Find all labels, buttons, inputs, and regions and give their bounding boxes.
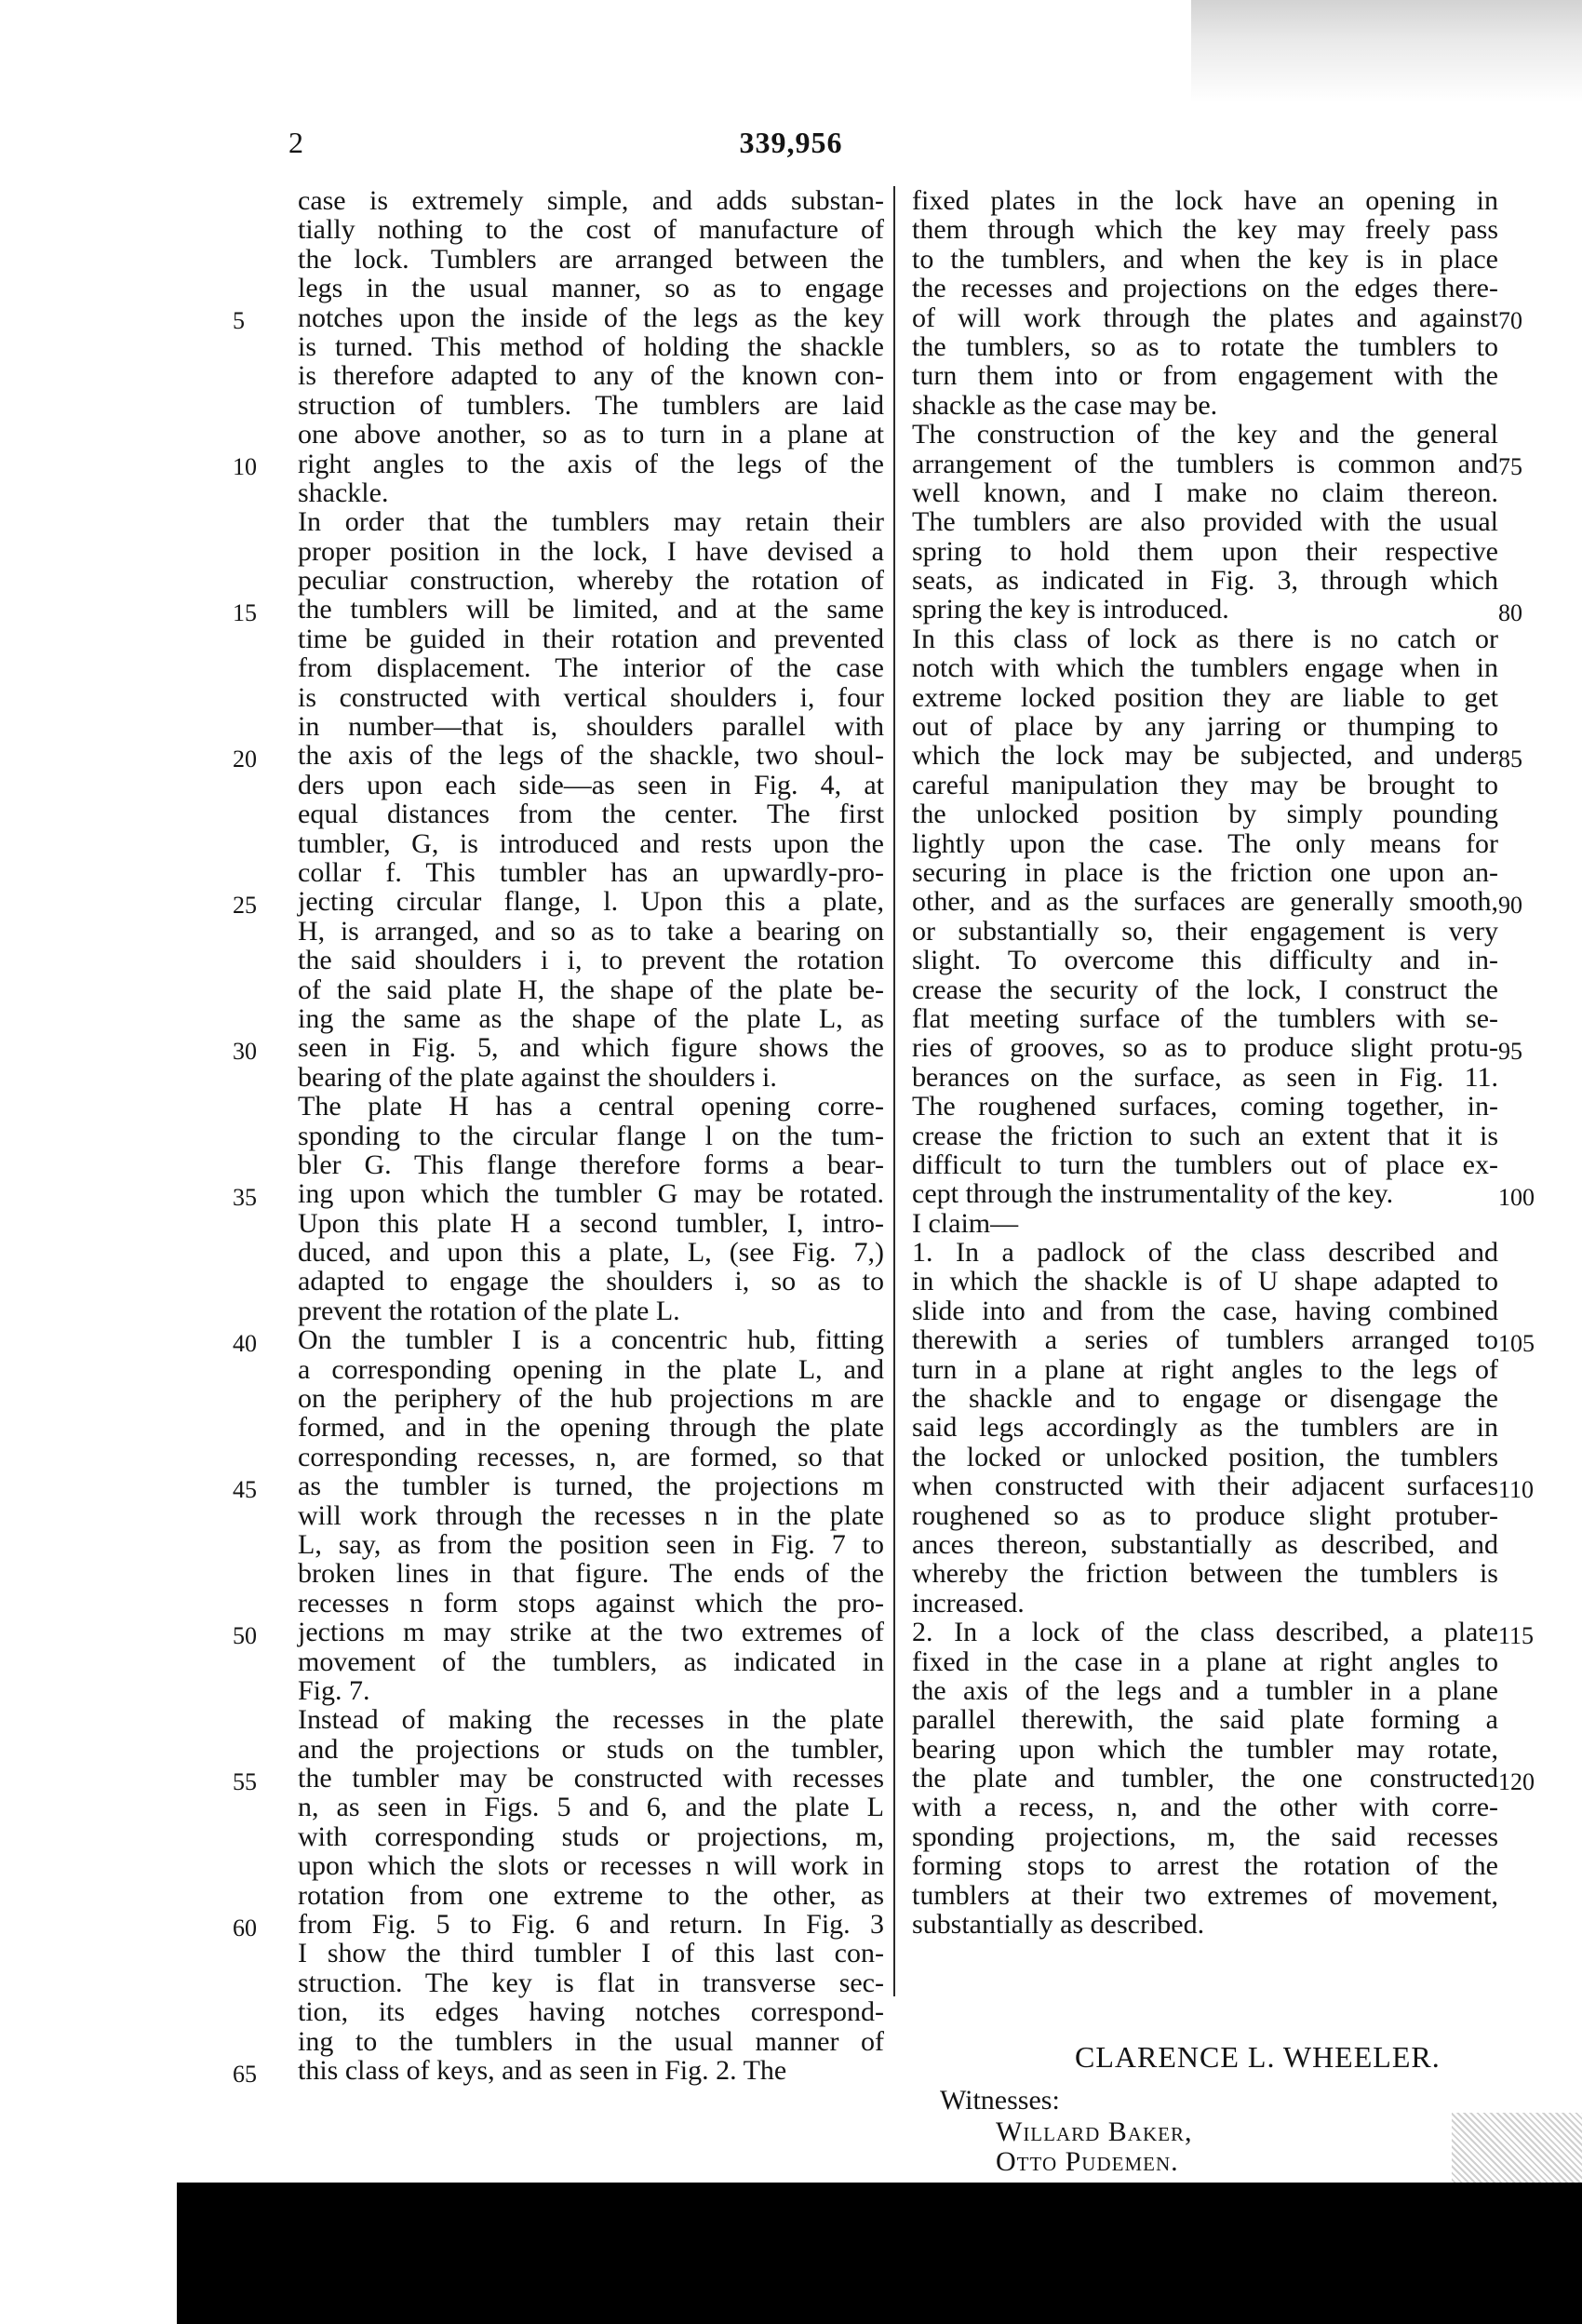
witness-name: Willard Baker, bbox=[996, 2116, 1193, 2147]
text-line: The plate H has a central opening corre- bbox=[298, 1091, 884, 1122]
text-line: from displacement. The interior of the case bbox=[298, 652, 884, 684]
text-line: right angles to the axis of the legs of the bbox=[298, 448, 884, 479]
text-line: shackle. bbox=[298, 477, 389, 508]
text-line: roughened so as to produce slight protuber- bbox=[912, 1499, 1498, 1531]
text-line: jecting circular flange, l. Upon this a plate, bbox=[298, 886, 884, 918]
text-line: seats, as indicated in Fig. 3, through which bbox=[912, 565, 1498, 597]
text-line: them through which the key may freely pass bbox=[912, 214, 1498, 246]
line-number: 85 bbox=[1498, 745, 1522, 772]
text-line: peculiar construction, whereby the rotation of bbox=[298, 565, 884, 597]
text-line: bearing of the plate against the shoulders i. bbox=[298, 1061, 777, 1093]
text-line: other, and as the surfaces are generally smooth, bbox=[912, 886, 1498, 918]
text-line: collar f. This tumbler has an upwardly-pro- bbox=[298, 856, 884, 888]
text-line: is turned. This method of holding the shackle bbox=[298, 330, 884, 362]
text-line: on the periphery of the hub projections m are bbox=[298, 1383, 884, 1415]
text-line: adapted to engage the shoulders i, so as to bbox=[298, 1266, 884, 1297]
text-line: struction of tumblers. The tumblers are laid bbox=[298, 389, 884, 421]
text-line: tially nothing to the cost of manufacture of bbox=[298, 214, 884, 246]
line-number: 75 bbox=[1498, 452, 1522, 480]
text-line: tumblers at their two extremes of movement, bbox=[912, 1879, 1498, 1911]
text-line: whereby the friction between the tumblers is bbox=[912, 1558, 1498, 1590]
text-line: increased. bbox=[912, 1587, 1025, 1619]
text-line: In order that the tumblers may retain their bbox=[298, 506, 884, 538]
text-line: the unlocked position by simply pounding bbox=[912, 799, 1498, 830]
text-line: 2. In a lock of the class described, a plate bbox=[912, 1617, 1498, 1648]
text-line: as the tumbler is turned, the projections m bbox=[298, 1471, 884, 1502]
text-line: equal distances from the center. The first bbox=[298, 799, 884, 830]
text-line: lightly upon the case. The only means for bbox=[912, 827, 1498, 859]
text-line: The construction of the key and the general bbox=[912, 419, 1498, 450]
text-line: securing in place is the friction one upon an- bbox=[912, 856, 1498, 888]
text-line: Fig. 7. bbox=[298, 1674, 370, 1706]
line-number: 95 bbox=[1498, 1037, 1522, 1065]
text-line: substantially as described. bbox=[912, 1909, 1205, 1941]
line-number: 30 bbox=[233, 1037, 257, 1065]
text-line: time be guided in their rotation and prevented bbox=[298, 623, 884, 654]
text-line: with a recess, n, and the other with corre- bbox=[912, 1792, 1498, 1823]
line-number: 50 bbox=[233, 1621, 257, 1649]
text-line: turn them into or from engagement with the bbox=[912, 360, 1498, 392]
text-line: the shackle and to engage or disengage the bbox=[912, 1383, 1498, 1415]
text-line: therewith a series of tumblers arranged to bbox=[912, 1324, 1498, 1356]
line-number: 90 bbox=[1498, 891, 1522, 919]
text-line: to the tumblers, and when the key is in place bbox=[912, 243, 1498, 275]
text-line: slight. To overcome this difficulty and in- bbox=[912, 945, 1498, 976]
text-line: berances on the surface, as seen in Fig. 11. bbox=[912, 1061, 1498, 1093]
text-line: bearing upon which the tumbler may rotate, bbox=[912, 1733, 1498, 1765]
text-line: the recesses and projections on the edges there- bbox=[912, 273, 1498, 304]
text-line: cept through the instrumentality of the key. bbox=[912, 1178, 1394, 1210]
text-line: well known, and I make no claim thereon. bbox=[912, 477, 1498, 508]
text-line: the axis of the legs of the shackle, two shoul- bbox=[298, 740, 884, 772]
text-line: ances thereon, substantially as described, and bbox=[912, 1528, 1498, 1560]
text-line: ing the same as the shape of the plate L, as bbox=[298, 1002, 884, 1034]
text-line: which the lock may be subjected, and under bbox=[912, 740, 1498, 772]
text-line: the lock. Tumblers are arranged between the bbox=[298, 243, 884, 275]
text-line: crease the security of the lock, I construct the bbox=[912, 974, 1498, 1005]
text-line: in number—that is, shoulders parallel with bbox=[298, 711, 884, 743]
text-line: tumbler, G, is introduced and rests upon the bbox=[298, 827, 884, 859]
text-line: this class of keys, and as seen in Fig. 2. The bbox=[298, 2055, 787, 2086]
text-line: spring the key is introduced. bbox=[912, 594, 1229, 625]
text-line: the tumblers will be limited, and at the same bbox=[298, 594, 884, 625]
text-line: parallel therewith, the said plate forming a bbox=[912, 1704, 1498, 1736]
text-line: struction. The key is flat in transverse sec- bbox=[298, 1967, 884, 1998]
text-line: sponding to the circular flange l on the tum- bbox=[298, 1120, 884, 1151]
text-line: In this class of lock as there is no catch or bbox=[912, 623, 1498, 654]
line-number: 80 bbox=[1498, 598, 1522, 626]
scan-noise bbox=[1452, 2113, 1582, 2187]
scan-black-border bbox=[177, 2183, 1582, 2324]
text-line: and the projections or studs on the tumbler, bbox=[298, 1733, 884, 1765]
text-line: notches upon the inside of the legs as the key bbox=[298, 302, 884, 333]
text-line: duced, and upon this a plate, L, (see Fig. 7,) bbox=[298, 1237, 884, 1269]
inventor-signature: CLARENCE L. WHEELER. bbox=[1075, 2040, 1441, 2074]
text-line: The roughened surfaces, coming together, in- bbox=[912, 1091, 1498, 1122]
text-line: legs in the usual manner, so as to engage bbox=[298, 273, 884, 304]
line-number: 10 bbox=[233, 452, 257, 480]
witnesses-label: Witnesses: bbox=[940, 2085, 1060, 2116]
line-number: 20 bbox=[233, 745, 257, 772]
text-line: in which the shackle is of U shape adapted to bbox=[912, 1266, 1498, 1297]
text-line: difficult to turn the tumblers out of place ex- bbox=[912, 1149, 1498, 1180]
column-divider bbox=[893, 186, 895, 1996]
text-line: with corresponding studs or projections, m, bbox=[298, 1820, 884, 1852]
text-line: L, say, as from the position seen in Fig. 7 to bbox=[298, 1528, 884, 1560]
text-line: seen in Fig. 5, and which figure shows the bbox=[298, 1032, 884, 1064]
text-line: prevent the rotation of the plate L. bbox=[298, 1295, 680, 1326]
text-line: the tumbler may be constructed with recesses bbox=[298, 1763, 884, 1794]
text-line: arrangement of the tumblers is common and bbox=[912, 448, 1498, 479]
text-line: a corresponding opening in the plate L, and bbox=[298, 1353, 884, 1385]
text-line: from Fig. 5 to Fig. 6 and return. In Fig. 3 bbox=[298, 1909, 884, 1941]
text-line: is constructed with vertical shoulders i, four bbox=[298, 681, 884, 713]
line-number: 25 bbox=[233, 891, 257, 919]
text-line: Upon this plate H a second tumbler, I, intro- bbox=[298, 1207, 884, 1239]
text-line: broken lines in that figure. The ends of the bbox=[298, 1558, 884, 1590]
line-number: 60 bbox=[233, 1914, 257, 1941]
text-line: said legs accordingly as the tumblers are in bbox=[912, 1412, 1498, 1444]
text-line: out of place by any jarring or thumping to bbox=[912, 711, 1498, 743]
text-line: sponding projections, m, the said recesses bbox=[912, 1820, 1498, 1852]
text-line: when constructed with their adjacent surfaces bbox=[912, 1471, 1498, 1502]
text-line: fixed plates in the lock have an opening in bbox=[912, 185, 1498, 216]
text-line: H, is arranged, and so as to take a bearing on bbox=[298, 915, 884, 947]
text-line: the plate and tumbler, the one constructed bbox=[912, 1763, 1498, 1794]
text-line: careful manipulation they may be brought to bbox=[912, 769, 1498, 800]
text-line: ing upon which the tumbler G may be rotated. bbox=[298, 1178, 884, 1210]
text-line: extreme locked position they are liable to get bbox=[912, 681, 1498, 713]
line-number: 65 bbox=[233, 2060, 257, 2088]
line-number: 100 bbox=[1498, 1183, 1535, 1211]
text-line: of the said plate H, the shape of the plate be- bbox=[298, 974, 884, 1005]
text-line: bler G. This flange therefore forms a bear- bbox=[298, 1149, 884, 1180]
text-line: notch with which the tumblers engage when in bbox=[912, 652, 1498, 684]
line-number: 105 bbox=[1498, 1329, 1535, 1357]
text-line: the tumblers, so as to rotate the tumblers to bbox=[912, 330, 1498, 362]
witness-name: Otto Pudemen. bbox=[996, 2146, 1179, 2177]
text-line: Instead of making the recesses in the plate bbox=[298, 1704, 884, 1736]
line-number: 110 bbox=[1498, 1475, 1535, 1503]
text-line: fixed in the case in a plane at right angles to bbox=[912, 1646, 1498, 1677]
text-line: turn in a plane at right angles to the legs of bbox=[912, 1353, 1498, 1385]
line-number: 120 bbox=[1498, 1767, 1535, 1795]
text-line: ing to the tumblers in the usual manner of bbox=[298, 2025, 884, 2057]
scan-smudge bbox=[1191, 0, 1582, 102]
text-line: the axis of the legs and a tumbler in a plane bbox=[912, 1674, 1498, 1706]
text-line: jections m may strike at the two extremes of bbox=[298, 1617, 884, 1648]
text-line: rotation from one extreme to the other, as bbox=[298, 1879, 884, 1911]
text-line: On the tumbler I is a concentric hub, fitting bbox=[298, 1324, 884, 1356]
text-line: The tumblers are also provided with the usual bbox=[912, 506, 1498, 538]
text-line: flat meeting surface of the tumblers with se- bbox=[912, 1002, 1498, 1034]
text-line: 1. In a padlock of the class described and bbox=[912, 1237, 1498, 1269]
right-text-column bbox=[912, 186, 1498, 1939]
line-number: 5 bbox=[233, 306, 245, 334]
text-line: I claim— bbox=[912, 1207, 1019, 1239]
left-text-column bbox=[298, 186, 884, 2085]
line-number: 40 bbox=[233, 1329, 257, 1357]
text-line: n, as seen in Figs. 5 and 6, and the plate L bbox=[298, 1792, 884, 1823]
text-line: movement of the tumblers, as indicated in bbox=[298, 1646, 884, 1677]
text-line: ries of grooves, so as to produce slight protu- bbox=[912, 1032, 1498, 1064]
line-number: 70 bbox=[1498, 306, 1522, 334]
text-line: corresponding recesses, n, are formed, so that bbox=[298, 1441, 884, 1472]
text-line: crease the friction to such an extent that it is bbox=[912, 1120, 1498, 1151]
text-line: formed, and in the opening through the plate bbox=[298, 1412, 884, 1444]
line-number: 55 bbox=[233, 1767, 257, 1795]
line-number: 45 bbox=[233, 1475, 257, 1503]
text-line: forming stops to arrest the rotation of the bbox=[912, 1850, 1498, 1882]
text-line: recesses n form stops against which the pro- bbox=[298, 1587, 884, 1619]
text-line: shackle as the case may be. bbox=[912, 389, 1218, 421]
text-line: proper position in the lock, I have devised a bbox=[298, 535, 884, 567]
text-line: one above another, so as to turn in a plane at bbox=[298, 419, 884, 450]
text-line: tion, its edges having notches correspond- bbox=[298, 1996, 884, 2028]
line-number: 35 bbox=[233, 1183, 257, 1211]
text-line: will work through the recesses n in the plate bbox=[298, 1499, 884, 1531]
text-line: of will work through the plates and against bbox=[912, 302, 1498, 333]
line-number: 15 bbox=[233, 598, 257, 626]
text-line: the locked or unlocked position, the tumblers bbox=[912, 1441, 1498, 1472]
text-line: the said shoulders i i, to prevent the rotation bbox=[298, 945, 884, 976]
text-line: case is extremely simple, and adds substan- bbox=[298, 185, 884, 216]
text-line: ders upon each side—as seen in Fig. 4, at bbox=[298, 769, 884, 800]
text-line: spring to hold them upon their respective bbox=[912, 535, 1498, 567]
line-number: 115 bbox=[1498, 1621, 1535, 1649]
text-line: upon which the slots or recesses n will work in bbox=[298, 1850, 884, 1882]
text-line: is therefore adapted to any of the known con- bbox=[298, 360, 884, 392]
text-line: I show the third tumbler I of this last con- bbox=[298, 1938, 884, 1969]
patent-number: 339,956 bbox=[739, 126, 843, 159]
page-number: 2 bbox=[288, 126, 303, 159]
text-line: slide into and from the case, having combined bbox=[912, 1295, 1498, 1326]
text-line: or substantially so, their engagement is very bbox=[912, 915, 1498, 947]
